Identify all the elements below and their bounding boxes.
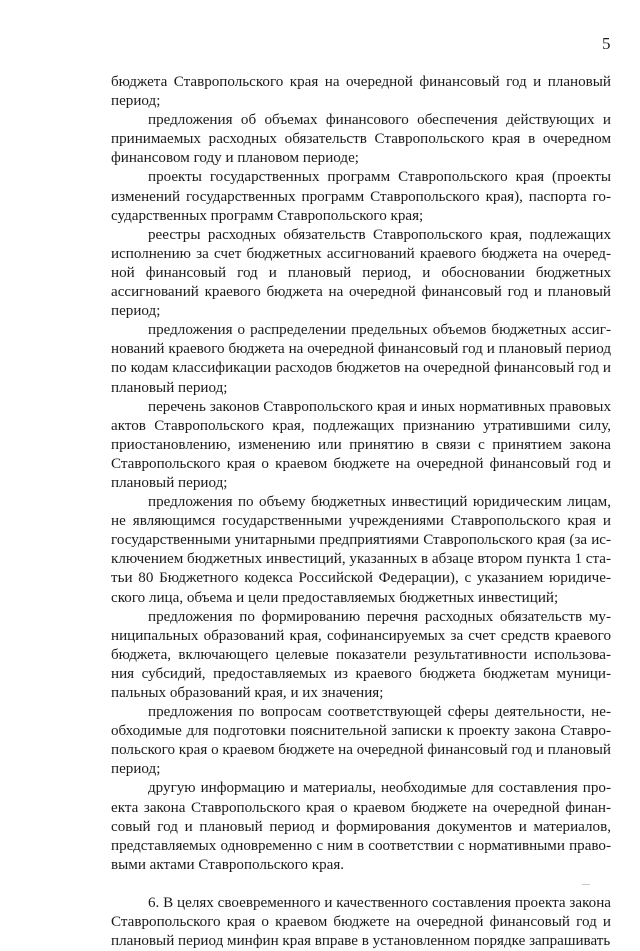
paragraph-allocation-proposals: предложения о распределении предельных объемов бюджетных ассигнований краевого бюджета на очередной финансовый год и плановый период по кодам классификации расходов бюджетов на очередной финансовый год и плановый период; bbox=[111, 322, 611, 396]
paragraph-continuation: бюджета Ставропольского края на очередной финансовый год и плановый период; bbox=[111, 74, 611, 110]
paragraph-section-6: 6. В целях своевременного и качественного составления проекта закона Ставропольского края о краевом бюджете на очередной финансовый год и плановый период минфин края вправе в установленном порядке запрашивать bbox=[111, 894, 611, 950]
document-body bbox=[111, 73, 611, 951]
page-number: 5 bbox=[602, 34, 611, 53]
paragraph-laws-list: перечень законов Ставропольского края и иных нормативных правовых актов Ставропольского края, подлежащих признанию утратившими силу, приостановлению, изменению или принятию в связи с принятием закона Ставропольского края о краевом бюджете на очередной финансовый год и плановый период; bbox=[111, 398, 611, 491]
paragraph-financial-proposals: предложения об объемах финансового обеспечения действующих и принимаемых расходных обязательств Ставропольского края в очередном финансовом году и плановом периоде; bbox=[111, 112, 611, 167]
scan-artifact bbox=[582, 884, 590, 885]
paragraph-obligations-registers: реестры расходных обязательств Ставропольского края, подлежащих исполнению за счет бюджетных ассигнований краевого бюджета на очередной финансовый год и плановый период, и обосновании бюджетных ассигнований краевого бюджета на очередной финансовый год и плановый период; bbox=[111, 226, 611, 320]
paragraph-explanatory-note: предложения по вопросам соответствующей сферы деятельности, необходимые для подготовки пояснительной записки к проекту закона Ставропольского края о краевом бюджете на очередной финансовый год и плановый период; bbox=[111, 704, 611, 778]
paragraph-investment-proposals: предложения по объему бюджетных инвестиций юридическим лицам, не являющимся государственными учреждениями Ставропольского края и государственными унитарными предприятиями Ставропольского края (за исключением бюджетных инвестиций, указанных в абзаце втором пункта 1 статьи 80 Бюджетного кодекса Российской Федерации), с указанием юридического лица, объема и цели предоставляемых бюджетных инвестиций; bbox=[111, 494, 611, 606]
paragraph-state-programs: проекты государственных программ Ставропольского края (проекты изменений государственных программ Ставропольского края), паспорта государственных программ Ставропольского края; bbox=[111, 169, 611, 224]
paragraph-other-information: другую информацию и материалы, необходимые для составления проекта закона Ставропольского края о краевом бюджете на очередной финансовый год и плановый период и формирования документов и материалов, представляемых одновременно с ним в соответствии с нормативными правовыми актами Ставропольского края. bbox=[111, 780, 611, 873]
paragraph-municipal-obligations: предложения по формированию перечня расходных обязательств муниципальных образований края, софинансируемых за счет средств краевого бюджета, включающего целевые показатели результативности использования субсидий, предоставляемых из краевого бюджета бюджетам муниципальных образований края, и их значения; bbox=[111, 608, 611, 701]
